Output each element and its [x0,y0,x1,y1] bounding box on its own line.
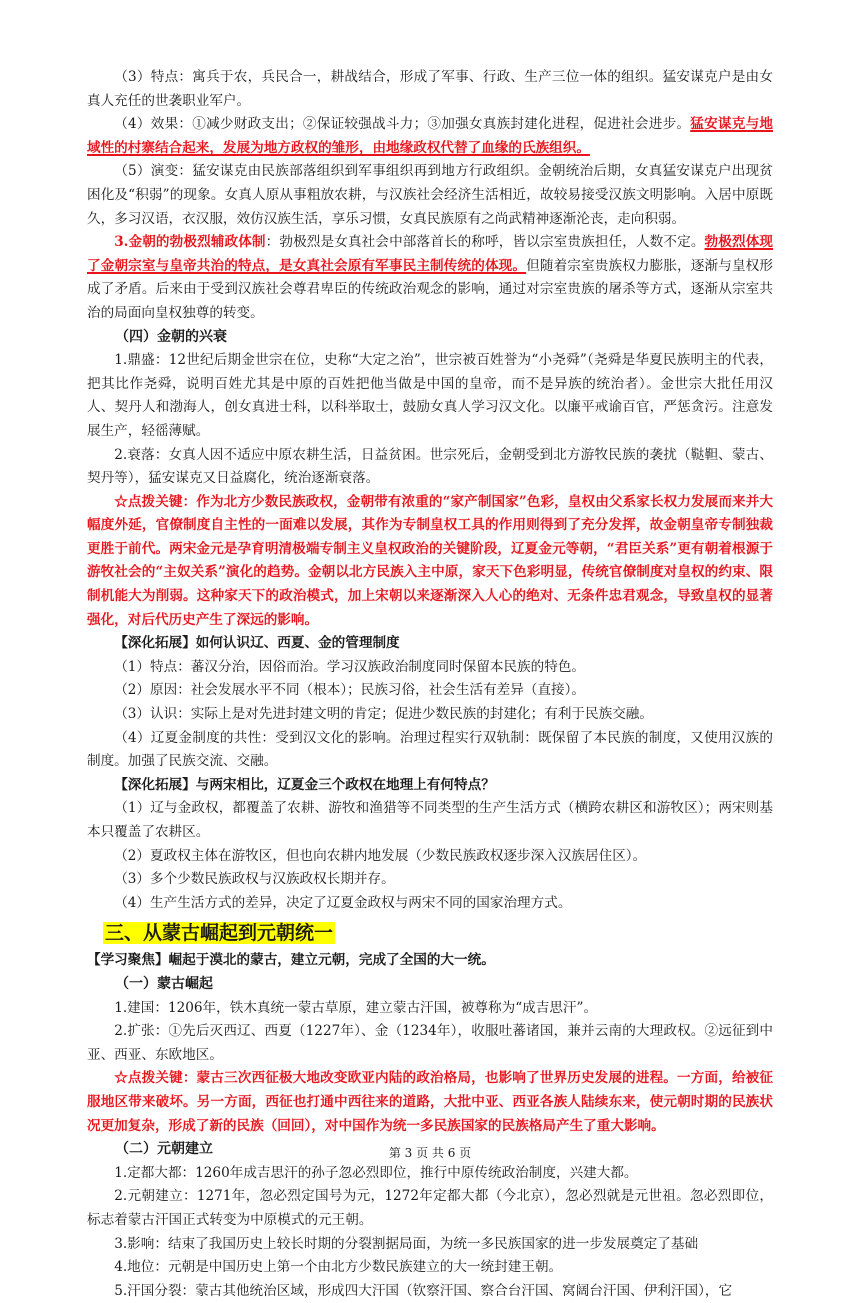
deepen-2-item-2: （2）夏政权主体在游牧区，但也向农耕内地发展（少数民族政权逐步深入汉族居住区）。 [114,847,647,864]
section-heading-mongol-yuan [103,919,773,947]
paragraph-status: 4.地位：元朝是中国历史上第一个由北方少数民族建立的大一统封建王朝。 [114,1259,563,1276]
subheading-mongol-rise: （一）蒙古崛起 [115,975,213,992]
bojilie-text-2: 但随着宗室贵族权力膨胀，逐渐与皇权形成了矛盾。后来由于受到汉族社会尊君卑臣的传统政治观念的影响，通过对宗室贵族的屠杀等方式，逐渐从宗室共治的局面向皇权独尊的转变。 [87,257,774,321]
paragraph-evolution: （5）演变：猛安谋克由民族部落组织到军事组织再到地方行政组织。金朝统治后期，女真猛安谋克户出现贫困化及“积弱”的现象。女真人原从事粗放农耕，与汉族社会经济生活相近，故较易接受汉族文明影响。入居中原既久，多习汉语，衣汉服，效仿汉族生活，享乐习惯，女真民族原有之尚武精神逐渐沦丧，走向积弱。 [87,163,773,227]
deepen-2-item-1: （1）辽与金政权，都覆盖了农耕、游牧和渔猎等不同类型的生产生活方式（横跨农耕区和游牧区）；两宋则基本只覆盖了农耕区。 [87,800,773,840]
bojilie-key-point: 勃极烈体现了金朝宗室与皇帝共治的特点，是女真社会原有军事民主制传统的体现。 [87,234,774,274]
paragraph-decline: 2.衰落：女真人因不适应中原农耕生活，日益贫困。世宗死后，金朝受到北方游牧民族的袭扰（鞑靼、蒙古、契丹等），猛安谋克又日益腐化，统治逐渐衰落。 [87,446,773,487]
subheading-jin-rise-fall: （四）金朝的兴衰 [115,328,227,345]
key-point-jin: ☆点拨关键：作为北方少数民族政权，金朝带有浓重的“家产制国家”色彩，皇权由父系家长权力发展而来并大幅度外延，官僚制度自主性的一面难以发展，其作为专制皇权工具的作用则得到了充分发挥，故金朝皇帝专制独裁更胜于前代。两宋金元是孕育明清极端专制主义皇权政治的关键阶段，辽夏金元等朝，“君臣关系”更有朝着根源于游牧社会的“主奴关系”演化的趋势。金朝以北方民族入主中原，家天下色彩明显，传统官僚制度对皇权的约束、限制机能大为削弱。这种家天下的政治模式，加上宋朝以来逐渐深入人心的绝对、无条件忠君观念，导致皇权的显著强化，对后代历史产生了深远的影响。 [87,493,773,628]
paragraph-bojilie [87,231,773,325]
effects-text: （4）效果：①减少财政支出；②保证较强战斗力；③加强女真族封建化进程，促进社会进步。 [114,116,691,133]
paragraph-peak: 1.鼎盛：12世纪后期金世宗在位，史称“大定之治”，世宗被百姓誉为“小尧舜”（尧舜是华夏民族明主的代表，把其比作尧舜，说明百姓尤其是中原的百姓把他当做是中国的皇帝，而不是异族的统治者）。金世宗大批任用汉人、契丹人和渤海人，创女真进士科，以科举取士，鼓励女真人学习汉文化。以廉平戒谕百官，严惩贪污。注意发展生产，轻徭薄赋。 [87,352,773,439]
paragraph-dadu: 1.定都大都：1260年成吉思汗的孙子忽必烈即位，推行中原传统政治制度，兴建大都。 [114,1164,638,1181]
deepen-2-item-3: （3）多个少数民族政权与汉族政权长期并存。 [114,871,395,888]
subheading-yuan-founding: （二）元朝建立 [115,1141,213,1158]
deepen-heading-1: 【深化拓展】如何认识辽、西夏、金的管理制度 [114,635,400,652]
paragraph-effects [87,113,773,160]
paragraph-khanates: 5.汗国分裂：蒙古其他统治区域，形成四大汗国（钦察汗国、察合台汗国、窝阔台汗国、伊利汗国），它 [114,1282,733,1299]
deepen-1-item-1: （1）特点：蕃汉分治，因俗而治。学习汉族政治制度同时保留本民族的特色。 [114,658,586,675]
deepen-1-item-3: （3）认识：实际上是对先进封建文明的肯定；促进少数民族的封建化；有利于民族交融。 [114,706,653,723]
bojilie-heading: 3.金朝的勃极烈辅政体制 [114,234,266,251]
page-content [87,66,773,1303]
paragraph-impact: 3.影响：结束了我国历史上较长时期的分裂割据局面，为统一多民族国家的进一步发展奠定了基础 [114,1235,699,1252]
bojilie-text-1: ：勃极烈是女真社会中部落首长的称呼，皆以宗室贵族担任，人数不定。 [265,234,705,251]
paragraph-yuan-established: 2.元朝建立：1271年，忽必烈定国号为元，1272年定都大都（今北京），忽必烈就是元世祖。忽必烈即位，标志着蒙古汗国正式转变为中原模式的元王朝。 [87,1188,773,1228]
deepen-2-item-4: （4）生产生活方式的差异，决定了辽夏金政权与两宋不同的国家治理方式。 [114,894,572,911]
paragraph-founding: 1.建国：1206年，铁木真统一蒙古草原，建立蒙古汗国，被尊称为“成吉思汗”。 [114,999,598,1016]
deepen-1-item-2: （2）原因：社会发展水平不同（根本）；民族习俗，社会生活有差异（直接）。 [114,682,586,699]
key-point-mongol: ☆点拨关键：蒙古三次西征极大地改变欧亚内陆的政治格局，也影响了世界历史发展的进程。一方面，给被征服地区带来破坏。另一方面，西征也打通中西往来的道路，大批中亚、西亚各族人陆续东来，使元朝时期的民族状况更加复杂，形成了新的民族（回回），对中国作为统一多民族国家的民族格局产生了重大影响。 [87,1070,773,1134]
study-focus: 【学习聚焦】崛起于漠北的蒙古，建立元朝，完成了全国的大一统。 [87,952,495,969]
deepen-heading-2: 【深化拓展】与两宋相比，辽夏金三个政权在地理上有何特点？ [114,776,495,793]
effects-key-point: 猛安谋克与地域性的村寨结合起来，发展为地方政权的雏形，由地缘政权代替了血缘的氏族组织。 [87,116,773,156]
paragraph-expansion: 2.扩张：①先后灭西辽、西夏（1227年）、金（1234年），收服吐蕃诸国，兼并云南的大理政权。②远征到中亚、西亚、东欧地区。 [87,1023,773,1063]
page-footer: 第 3 页 共 6 页 [388,1146,472,1160]
paragraph-features: （3）特点：寓兵于农，兵民合一，耕战结合，形成了军事、行政、生产三位一体的组织。猛安谋克户是由女真人充任的世袭职业军户。 [87,69,773,109]
deepen-1-item-4: （4）辽夏金制度的共性：受到汉文化的影响。治理过程实行双轨制：既保留了本民族的制度，又使用汉族的制度。加强了民族交流、交融。 [87,729,773,770]
section-heading-text: 三、从蒙古崛起到元朝统一 [105,922,334,945]
